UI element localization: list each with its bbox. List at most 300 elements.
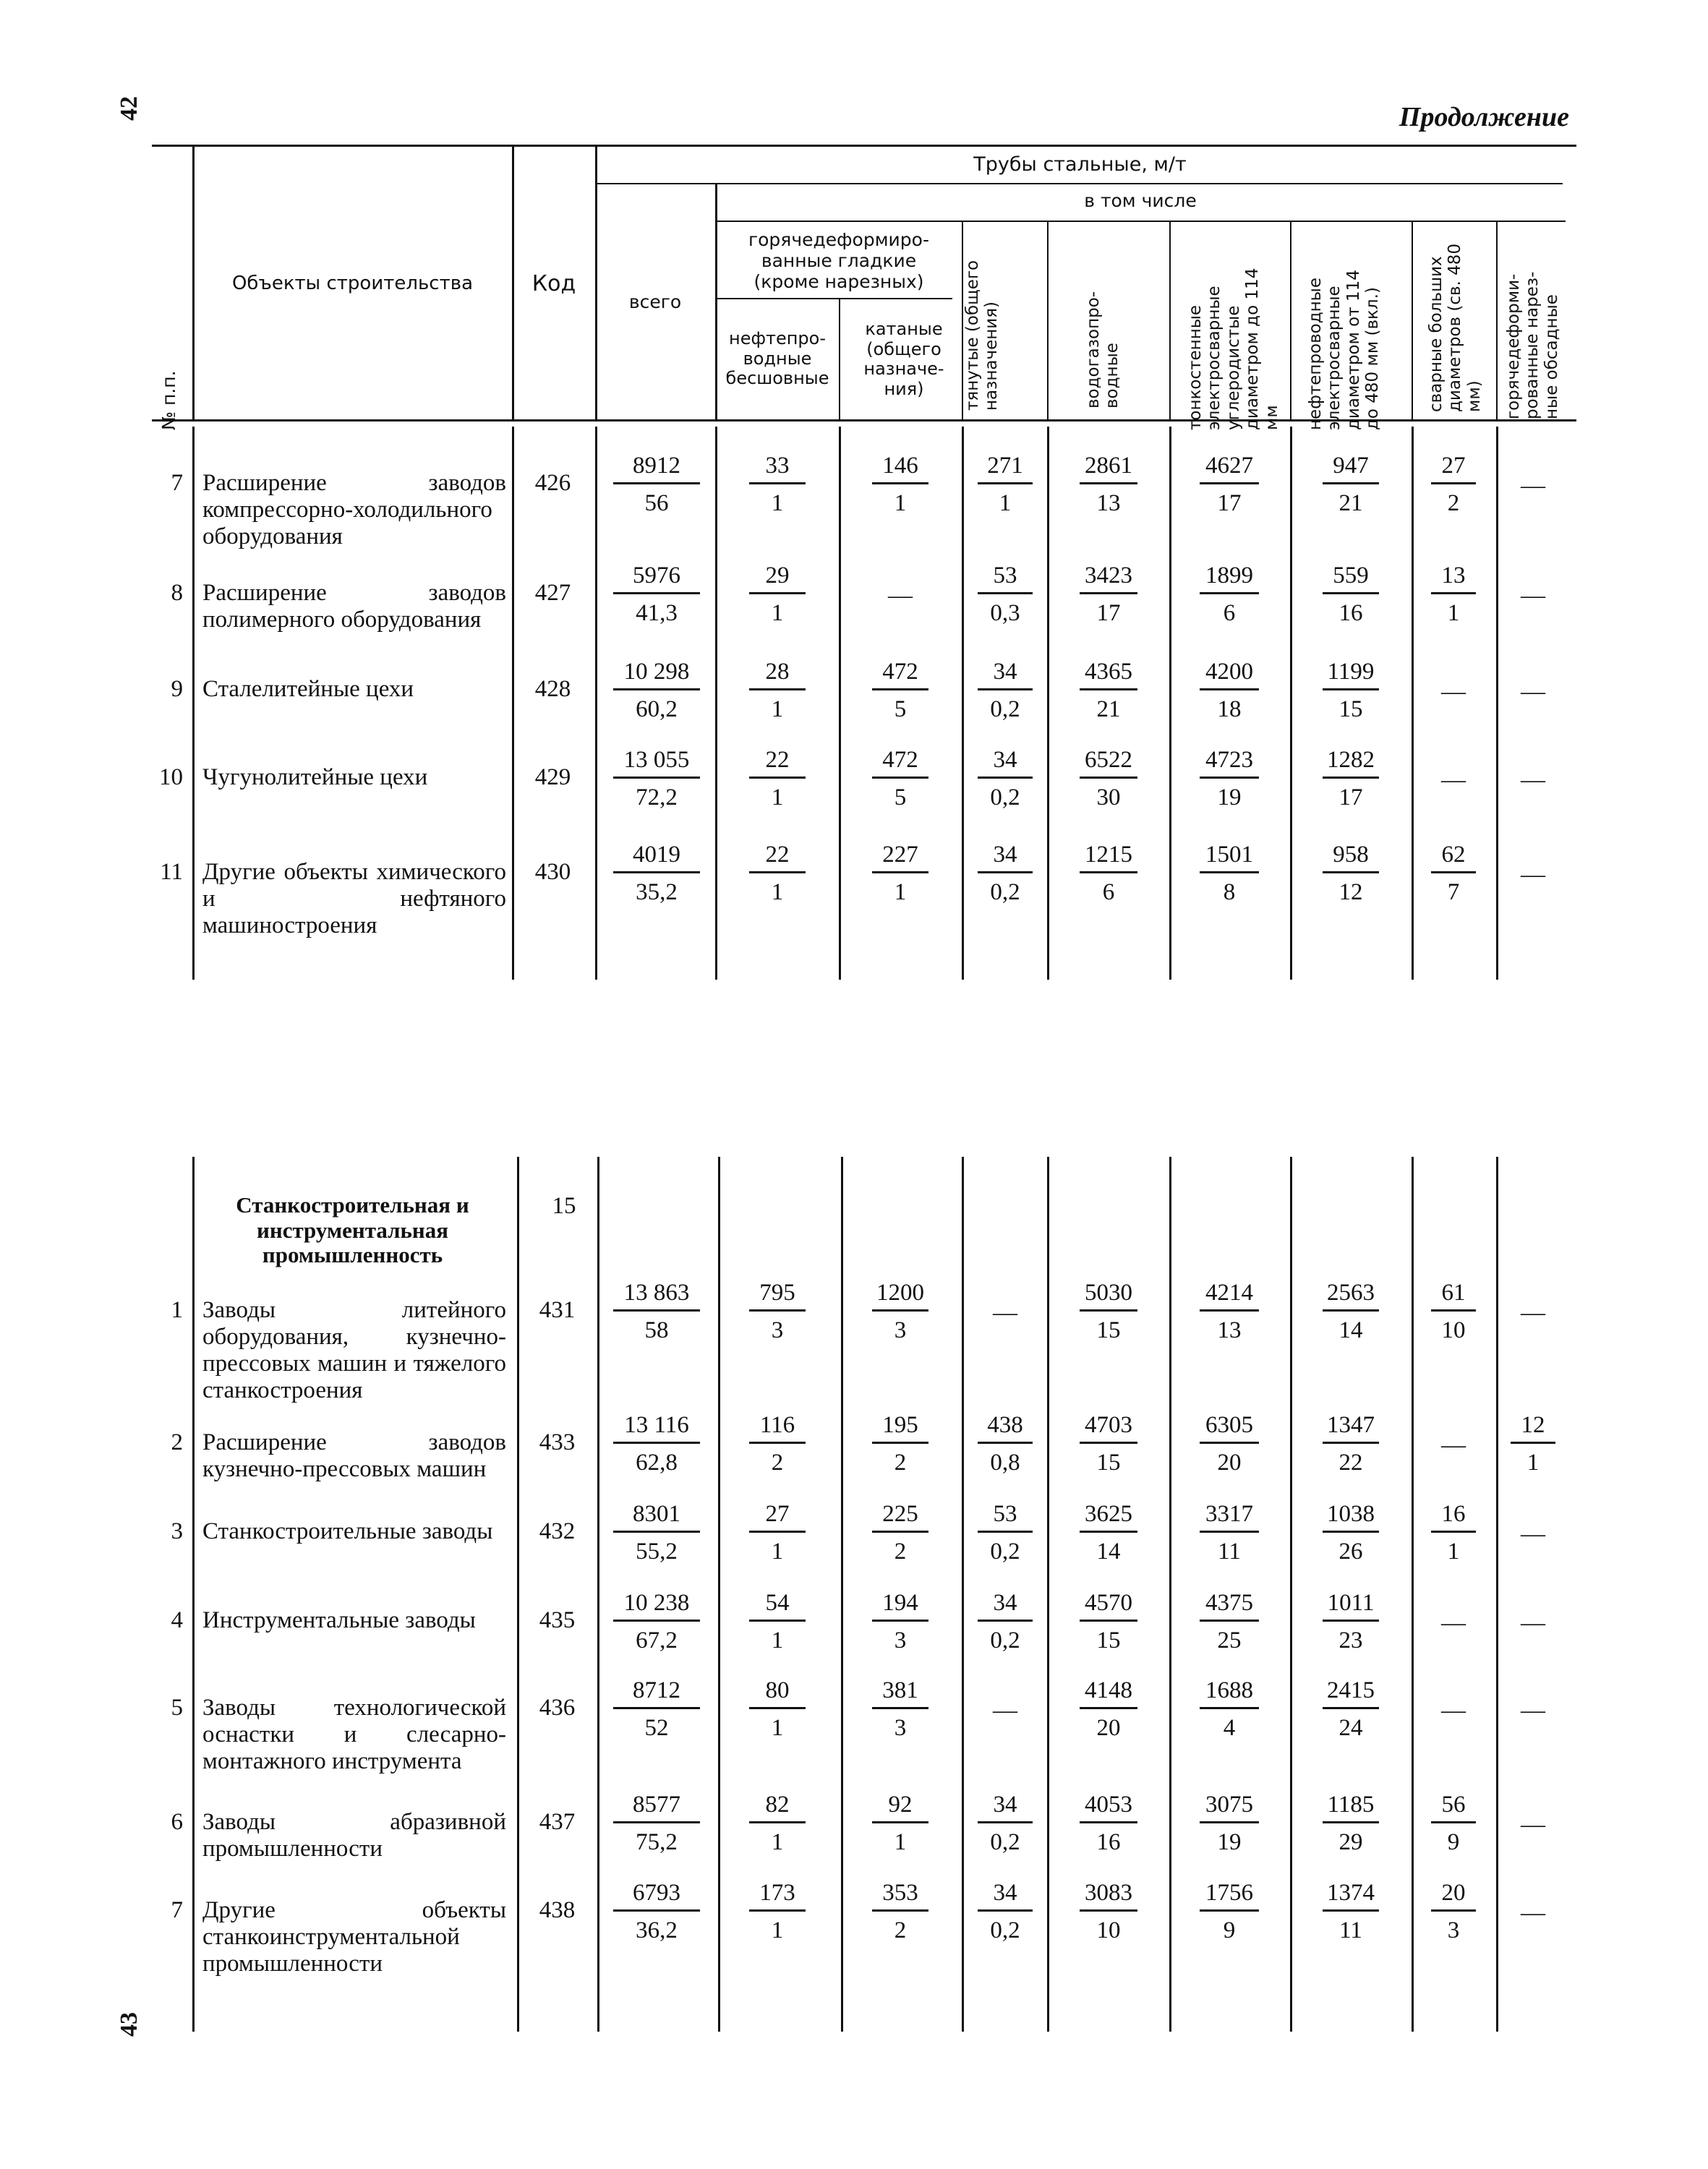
row-name: Расширение заводов полимерного оборудования (202, 580, 506, 633)
cell-fraction (872, 748, 928, 810)
cell-numerator: 34 (993, 842, 1017, 868)
cell-numerator: 12 (1521, 1412, 1545, 1438)
cell-fraction (1080, 1591, 1137, 1653)
cell-fraction (1080, 1413, 1137, 1475)
column-divider (192, 1157, 195, 2032)
cell-numerator: 472 (882, 659, 918, 685)
header-pipes: Трубы стальные, м/т (973, 153, 1187, 176)
cell-fraction (1080, 1793, 1137, 1854)
cell-fraction (749, 1502, 806, 1564)
cell-numerator: 1038 (1327, 1501, 1375, 1527)
cell-numerator: 8712 (633, 1677, 680, 1703)
header-objects: Объекты строительства (231, 273, 474, 294)
header-casing: горячедеформи-рованные нарез-ные обсадные (1504, 271, 1561, 419)
cell-dash: — (1521, 861, 1545, 888)
row-code: 438 (539, 1897, 576, 1923)
cell-numerator: 116 (759, 1412, 795, 1438)
column-divider (1047, 1157, 1049, 2032)
cell-fraction (1200, 1413, 1259, 1475)
cell-numerator: 4200 (1205, 659, 1253, 685)
header-total: всего (628, 291, 682, 312)
row-code: 435 (539, 1607, 576, 1633)
cell-fraction (1323, 1281, 1379, 1343)
cell-fraction (872, 1413, 928, 1475)
cell-denominator: 17 (1200, 482, 1259, 515)
cell-numerator: 4365 (1085, 659, 1132, 685)
cell-fraction (1431, 1793, 1476, 1854)
cell-numerator: 1011 (1327, 1590, 1375, 1616)
cell-fraction (613, 1679, 700, 1740)
cell-denominator: 0,2 (978, 1620, 1033, 1653)
cell-numerator: 559 (1333, 562, 1369, 589)
cell-denominator: 11 (1200, 1531, 1259, 1564)
cell-numerator: 6522 (1085, 747, 1132, 773)
cell-numerator: 8301 (633, 1501, 680, 1527)
cell-numerator: 1200 (876, 1280, 924, 1306)
row-code: 428 (534, 676, 571, 702)
cell-denominator: 72,2 (613, 777, 700, 810)
column-divider (1290, 427, 1292, 980)
cell-denominator: 0,2 (978, 1531, 1033, 1564)
cell-denominator: 13 (1200, 1309, 1259, 1343)
cell-numerator: 1185 (1327, 1792, 1375, 1818)
column-divider (962, 427, 964, 980)
column-divider (512, 427, 514, 980)
cell-denominator: 21 (1323, 482, 1379, 515)
cell-denominator: 13 (1080, 482, 1137, 515)
cell-fraction (613, 1881, 700, 1943)
cell-fraction (1080, 1281, 1137, 1343)
cell-numerator: 34 (993, 659, 1017, 685)
row-name: Другие объекты химического и нефтяного машиностроения (202, 859, 506, 938)
row-name: Расширение заводов компрессорно-холодильного оборудования (202, 470, 506, 549)
cell-numerator: 80 (765, 1677, 790, 1703)
cell-fraction (1200, 1793, 1259, 1854)
cell-fraction (872, 454, 928, 515)
cell-numerator: 62 (1441, 842, 1466, 868)
cell-dash: — (888, 582, 913, 609)
row-name: Инструментальные заводы (202, 1607, 476, 1633)
cell-numerator: 472 (882, 747, 918, 773)
cell-fraction (1080, 1881, 1137, 1943)
cell-numerator: 6793 (633, 1880, 680, 1906)
row-number: 9 (171, 676, 183, 702)
row-name: Заводы технологической оснастки и слесарно-монтажного инструмента (202, 1695, 506, 1774)
cell-numerator: 13 116 (624, 1412, 689, 1438)
cell-fraction (1200, 748, 1259, 810)
cell-denominator: 56 (613, 482, 700, 515)
cell-denominator: 10 (1431, 1309, 1476, 1343)
cell-denominator: 1 (749, 777, 806, 810)
cell-fraction (1200, 843, 1259, 904)
cell-numerator: 4019 (633, 842, 680, 868)
cell-denominator: 6 (1200, 592, 1259, 625)
cell-denominator: 0,2 (978, 777, 1033, 810)
row-code: 432 (539, 1518, 576, 1544)
row-name: Чугунолитейные цехи (202, 764, 428, 790)
column-divider (1169, 427, 1171, 980)
cell-denominator: 62,8 (613, 1442, 700, 1475)
cell-dash: — (1521, 1899, 1545, 1926)
cell-numerator: 27 (765, 1501, 790, 1527)
cell-denominator: 0,8 (978, 1442, 1033, 1475)
cell-denominator: 2 (1431, 482, 1476, 515)
header-including: в том числе (1084, 190, 1197, 211)
cell-fraction (872, 1793, 928, 1854)
cell-fraction (1200, 1881, 1259, 1943)
row-code: 426 (534, 470, 571, 496)
header-oil-seamless: нефтепро-водные бесшовные (725, 328, 829, 389)
cell-denominator: 19 (1200, 1821, 1259, 1854)
cell-numerator: 227 (882, 842, 918, 868)
cell-fraction (1200, 1591, 1259, 1653)
cell-dash: — (1441, 1697, 1466, 1724)
cell-denominator: 3 (872, 1707, 928, 1740)
cell-denominator: 30 (1080, 777, 1137, 810)
cell-dash: — (1441, 1432, 1466, 1458)
column-divider (1496, 1157, 1498, 2032)
cell-fraction (1200, 454, 1259, 515)
cell-denominator: 75,2 (613, 1821, 700, 1854)
cell-fraction (1080, 454, 1137, 515)
cell-denominator: 1 (749, 871, 806, 904)
cell-fraction (978, 1502, 1033, 1564)
row-code: 436 (539, 1695, 576, 1721)
row-name: Другие объекты станкоинструментальной промышленности (202, 1897, 506, 1977)
cell-fraction (978, 1793, 1033, 1854)
cell-denominator: 26 (1323, 1531, 1379, 1564)
column-divider (1290, 1157, 1292, 2032)
cell-dash: — (1521, 472, 1545, 499)
cell-dash: — (1521, 766, 1545, 793)
header-welded-large: сварные больших диаметров (св. 480 мм) (1427, 243, 1484, 412)
cell-denominator: 2 (872, 1531, 928, 1564)
cell-fraction (1323, 1591, 1379, 1653)
row-number: 1 (171, 1297, 183, 1323)
cell-numerator: 1756 (1205, 1880, 1253, 1906)
cell-denominator: 1 (1431, 1531, 1476, 1564)
cell-fraction (1200, 1502, 1259, 1564)
cell-denominator: 1 (872, 1821, 928, 1854)
cell-denominator: 5 (872, 777, 928, 810)
cell-denominator: 52 (613, 1707, 700, 1740)
cell-fraction (978, 564, 1033, 625)
cell-fraction (1323, 843, 1379, 904)
cell-dash: — (1521, 1520, 1545, 1547)
cell-denominator: 0,2 (978, 688, 1033, 722)
cell-dash: — (993, 1697, 1017, 1724)
cell-numerator: 958 (1333, 842, 1369, 868)
cell-numerator: 16 (1441, 1501, 1466, 1527)
cell-denominator: 1 (749, 592, 806, 625)
cell-fraction (1080, 1679, 1137, 1740)
cell-numerator: 2415 (1327, 1677, 1375, 1703)
cell-denominator: 22 (1323, 1442, 1379, 1475)
cell-fraction (1200, 564, 1259, 625)
cell-numerator: 1282 (1327, 747, 1375, 773)
cell-denominator: 58 (613, 1309, 700, 1343)
column-divider (1047, 427, 1049, 980)
cell-fraction (749, 564, 806, 625)
cell-denominator: 3 (872, 1620, 928, 1653)
cell-numerator: 1199 (1327, 659, 1375, 685)
cell-numerator: 146 (882, 453, 918, 479)
cell-denominator: 1 (978, 482, 1033, 515)
cell-denominator: 1 (1511, 1442, 1555, 1475)
column-divider (1412, 427, 1414, 980)
row-number: 3 (171, 1518, 183, 1544)
cell-numerator: 3083 (1085, 1880, 1132, 1906)
cell-fraction (1323, 1502, 1379, 1564)
cell-dash: — (1521, 582, 1545, 609)
cell-denominator: 0,3 (978, 592, 1033, 625)
row-number: 7 (171, 470, 183, 496)
cell-denominator: 1 (749, 1821, 806, 1854)
cell-denominator: 21 (1080, 688, 1137, 722)
cell-fraction (749, 660, 806, 722)
cell-numerator: 20 (1441, 1880, 1466, 1906)
cell-numerator: 34 (993, 1792, 1017, 1818)
cell-denominator: 3 (872, 1309, 928, 1343)
row-number: 7 (171, 1897, 183, 1923)
cell-fraction (1080, 564, 1137, 625)
cell-numerator: 173 (759, 1880, 795, 1906)
cell-denominator: 14 (1323, 1309, 1379, 1343)
row-name: Заводы абразивной промышленности (202, 1809, 506, 1862)
cell-fraction (749, 1679, 806, 1740)
cell-denominator: 25 (1200, 1620, 1259, 1653)
cell-denominator: 15 (1323, 688, 1379, 722)
cell-denominator: 20 (1200, 1442, 1259, 1475)
cell-fraction (749, 1413, 806, 1475)
cell-numerator: 27 (1441, 453, 1466, 479)
cell-denominator: 67,2 (613, 1620, 700, 1653)
cell-numerator: 2563 (1327, 1280, 1375, 1306)
cell-dash: — (1441, 766, 1466, 793)
cell-numerator: 13 (1441, 562, 1466, 589)
cell-numerator: 82 (765, 1792, 790, 1818)
cell-fraction (1080, 843, 1137, 904)
row-name: Сталелитейные цехи (202, 676, 414, 702)
cell-denominator: 7 (1431, 871, 1476, 904)
cell-fraction (1080, 660, 1137, 722)
row-number: 10 (159, 764, 183, 790)
cell-fraction (978, 660, 1033, 722)
cell-denominator: 19 (1200, 777, 1259, 810)
row-name: Расширение заводов кузнечно-прессовых машин (202, 1429, 506, 1482)
cell-numerator: 54 (765, 1590, 790, 1616)
cell-denominator: 8 (1200, 871, 1259, 904)
row-name: Станкостроительные заводы (202, 1518, 493, 1544)
cell-denominator: 1 (872, 482, 928, 515)
cell-denominator: 17 (1080, 592, 1137, 625)
column-divider (841, 1157, 843, 2032)
cell-denominator: 24 (1323, 1707, 1379, 1740)
row-number: 2 (171, 1429, 183, 1455)
cell-numerator: 29 (765, 562, 790, 589)
cell-fraction (1323, 454, 1379, 515)
cell-fraction (1200, 1281, 1259, 1343)
header-oil-pipe: нефтепроводные электросварные диаметром от 114 до 480 мм (вкл.) (1306, 270, 1383, 430)
cell-fraction (872, 1281, 928, 1343)
cell-denominator: 1 (749, 1531, 806, 1564)
cell-numerator: 4627 (1205, 453, 1253, 479)
cell-denominator: 29 (1323, 1821, 1379, 1854)
header-code: Код (531, 271, 576, 296)
cell-fraction (613, 564, 700, 625)
cell-numerator: 3317 (1205, 1501, 1253, 1527)
cell-denominator: 17 (1323, 777, 1379, 810)
cell-numerator: 13 863 (623, 1280, 690, 1306)
cell-numerator: 3625 (1085, 1501, 1132, 1527)
page-number-right: 43 (116, 2012, 142, 2037)
cell-fraction (1431, 564, 1476, 625)
header-drawn: тянутые (общего назначения) (963, 260, 1002, 411)
cell-numerator: 1688 (1205, 1677, 1253, 1703)
cell-denominator: 1 (1431, 592, 1476, 625)
cell-numerator: 22 (765, 842, 790, 868)
section-title: Станкостроительная и инструментальная промышленность (236, 1192, 469, 1268)
cell-fraction (978, 1591, 1033, 1653)
cell-denominator: 12 (1323, 871, 1379, 904)
cell-numerator: 10 238 (623, 1590, 690, 1616)
cell-denominator: 6 (1080, 871, 1137, 904)
cell-denominator: 15 (1080, 1620, 1137, 1653)
cell-numerator: 195 (882, 1412, 918, 1438)
cell-fraction (1080, 1502, 1137, 1564)
cell-dash: — (1441, 1609, 1466, 1636)
row-code: 430 (534, 859, 571, 885)
cell-numerator: 33 (765, 453, 790, 479)
cell-numerator: 53 (993, 1501, 1017, 1527)
cell-denominator: 36,2 (613, 1909, 700, 1943)
cell-numerator: 2861 (1085, 453, 1132, 479)
cell-fraction (1431, 843, 1476, 904)
cell-fraction (613, 1502, 700, 1564)
cell-fraction (1431, 1281, 1476, 1343)
cell-numerator: 1215 (1085, 842, 1132, 868)
column-divider (718, 1157, 720, 2032)
header-thin-wall: тонкостенные электросварные углеродистые диаметром до 114 мм (1186, 268, 1281, 430)
row-number: 8 (171, 580, 183, 606)
cell-fraction (613, 1413, 700, 1475)
cell-numerator: 28 (765, 659, 790, 685)
cell-fraction (613, 1793, 700, 1854)
cell-numerator: 947 (1333, 453, 1369, 479)
cell-numerator: 3075 (1205, 1792, 1253, 1818)
cell-denominator: 16 (1080, 1821, 1137, 1854)
cell-fraction (1431, 1502, 1476, 1564)
cell-fraction (1431, 454, 1476, 515)
cell-numerator: 1501 (1205, 842, 1253, 868)
cell-fraction (749, 1591, 806, 1653)
cell-fraction (1323, 660, 1379, 722)
cell-numerator: 795 (759, 1280, 795, 1306)
cell-fraction (1200, 1679, 1259, 1740)
cell-numerator: 4148 (1085, 1677, 1132, 1703)
cell-denominator: 1 (749, 482, 806, 515)
cell-denominator: 0,2 (978, 1821, 1033, 1854)
row-number: 4 (171, 1607, 183, 1633)
cell-numerator: 1347 (1327, 1412, 1375, 1438)
cell-denominator: 55,2 (613, 1531, 700, 1564)
cell-numerator: 4214 (1205, 1280, 1253, 1306)
cell-denominator: 41,3 (613, 592, 700, 625)
cell-numerator: 381 (882, 1677, 918, 1703)
cell-fraction (1323, 748, 1379, 810)
column-divider (1412, 1157, 1414, 2032)
cell-fraction (749, 1281, 806, 1343)
column-divider (839, 427, 841, 980)
cell-fraction (1431, 1881, 1476, 1943)
cell-fraction (613, 843, 700, 904)
cell-fraction (613, 454, 700, 515)
row-code: 427 (534, 580, 571, 606)
cell-numerator: 4703 (1085, 1412, 1132, 1438)
cell-fraction (1200, 660, 1259, 722)
column-divider (1496, 427, 1498, 980)
cell-fraction (749, 748, 806, 810)
cell-fraction (749, 1793, 806, 1854)
header-hot-deformed: горячедеформиро-ванные гладкие (кроме нарезных) (748, 229, 929, 292)
cell-denominator: 15 (1080, 1442, 1137, 1475)
cell-fraction (872, 1591, 928, 1653)
cell-fraction (978, 748, 1033, 810)
cell-numerator: 61 (1441, 1280, 1466, 1306)
cell-fraction (1511, 1413, 1555, 1475)
cell-fraction (1323, 1881, 1379, 1943)
row-number: 6 (171, 1809, 183, 1835)
cell-numerator: 8912 (633, 453, 680, 479)
cell-denominator: 2 (749, 1442, 806, 1475)
row-code: 437 (539, 1809, 576, 1835)
cell-denominator: 3 (749, 1309, 806, 1343)
cell-denominator: 9 (1200, 1909, 1259, 1943)
cell-numerator: 10 298 (623, 659, 690, 685)
cell-fraction (1323, 1679, 1379, 1740)
header-water-gas: водогазопро-водные (1084, 291, 1122, 408)
cell-denominator: 10 (1080, 1909, 1137, 1943)
cell-dash: — (1441, 678, 1466, 705)
row-code: 429 (534, 764, 571, 790)
cell-dash: — (1521, 1697, 1545, 1724)
cell-numerator: 1374 (1327, 1880, 1375, 1906)
cell-denominator: 15 (1080, 1309, 1137, 1343)
cell-denominator: 23 (1323, 1620, 1379, 1653)
cell-numerator: 34 (993, 1590, 1017, 1616)
cell-fraction (1323, 1413, 1379, 1475)
cell-fraction (978, 1413, 1033, 1475)
column-divider (597, 1157, 599, 2032)
cell-fraction (978, 454, 1033, 515)
cell-fraction (613, 1591, 700, 1653)
cell-denominator: 60,2 (613, 688, 700, 722)
cell-fraction (978, 843, 1033, 904)
cell-denominator: 3 (1431, 1909, 1476, 1943)
continuation-label: Продолжение (1399, 102, 1569, 132)
cell-numerator: 4053 (1085, 1792, 1132, 1818)
cell-numerator: 53 (993, 562, 1017, 589)
column-divider (1169, 1157, 1171, 2032)
cell-fraction (1323, 1793, 1379, 1854)
cell-numerator: 438 (987, 1412, 1023, 1438)
section-code: 15 (552, 1193, 576, 1219)
cell-fraction (978, 1881, 1033, 1943)
cell-numerator: 225 (882, 1501, 918, 1527)
cell-fraction (613, 748, 700, 810)
cell-denominator: 2 (872, 1909, 928, 1943)
cell-numerator: 13 055 (623, 747, 690, 773)
